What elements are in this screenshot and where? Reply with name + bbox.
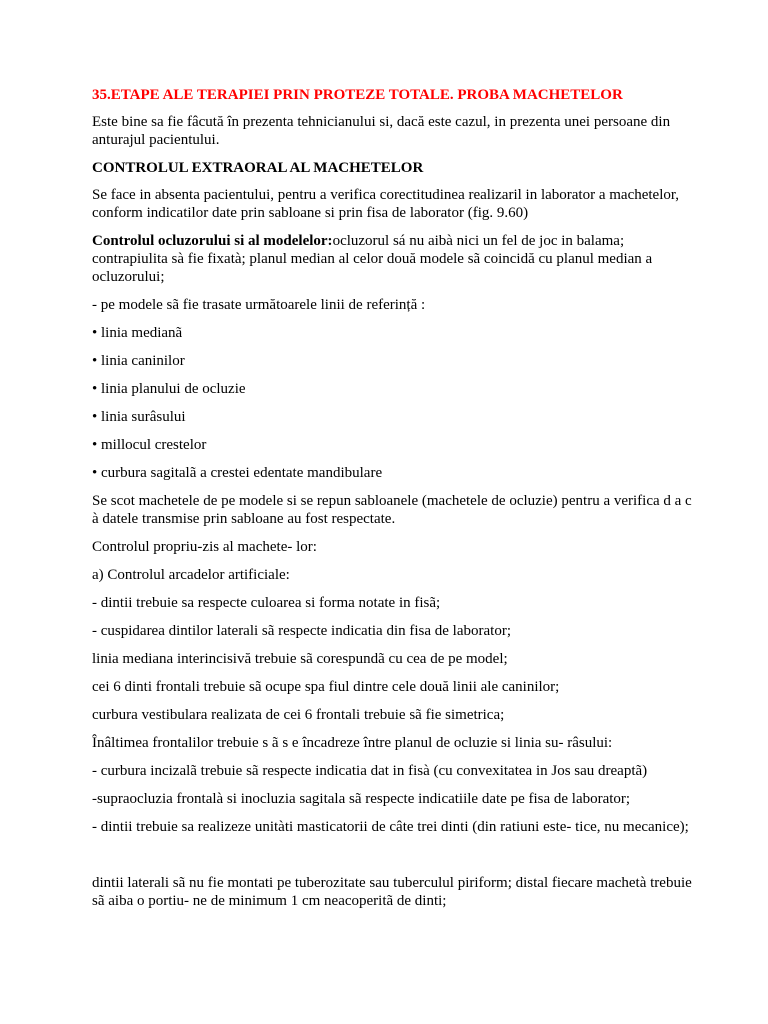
blank-spacer (92, 846, 692, 874)
check-item: -supraocluzia frontalà si inocluzia sagitala sã respecte indicatiile date pe fisa de laborator; (92, 791, 631, 807)
control-proper-paragraph: Controlul propriu-zis al machete- lor: (92, 539, 317, 555)
final-paragraph: dintii laterali sã nu fie montati pe tuberozitate sau tuberculul piriform; distal fiecare machetà trebuie sã aiba o portiu- ne de minimum 1 cm neacoperitã de dinti; (92, 875, 692, 909)
reference-line-item: • curbura sagitalã a crestei edentate mandibulare (92, 465, 383, 481)
check-item: linia mediana interincisivă trebuie sã corespundã cu cea de pe model; (92, 651, 508, 667)
remove-paragraph: Se scot machetele de pe modele si se repun sabloanele (machetele de ocluzie) pentru a verifica d a c à datele transmise prin sabloane au fost respectate. (92, 493, 692, 527)
reference-line-item: • linia planului de ocluzie (92, 381, 246, 397)
arcade-heading: a) Controlul arcadelor artificiale: (92, 567, 290, 583)
check-item: cei 6 dinti frontali trebuie sã ocupe spa fiul dintre cele două linii ale caninilor; (92, 679, 560, 695)
document-page (92, 86, 692, 920)
control-text: ocluzorul sá nu aibà nici un fel de joc in balama; contrapiulita sà fie fixatà; planul median al celor două modele sã coincidă cu planul median a ocluzorului; (92, 233, 653, 285)
document-title: 35.ETAPE ALE TERAPIEI PRIN PROTEZE TOTALE. PROBA MACHETELOR (92, 87, 623, 103)
check-item: - dintii trebuie sa realizeze unitàti masticatorii de câte trei dinti (din ratiuni este- tice, nu mecanice); (92, 819, 689, 835)
intro-paragraph: Este bine sa fie fâcută în prezenta tehnicianului si, dacă este cazul, in prezenta unei persoane din anturajul pacientului. (92, 114, 671, 148)
control-bold-label: Controlul ocluzorului si al modelelor: (92, 233, 333, 249)
reference-line-item: • millocul crestelor (92, 437, 207, 453)
check-item: curbura vestibulara realizata de cei 6 frontali trebuie sã fie simetrica; (92, 707, 505, 723)
reference-line-item: • linia caninilor (92, 353, 185, 369)
check-item: - curbura incizalã trebuie sã respecte indicatia dat in fisà (cu convexitatea in Jos sau dreaptã) (92, 763, 648, 779)
check-item: - cuspidarea dintilor laterali sã respecte indicatia din fisa de laborator; (92, 623, 511, 639)
control-paragraph (92, 232, 692, 286)
section-heading: CONTROLUL EXTRAORAL AL MACHETELOR (92, 160, 424, 176)
reference-line-item: • linia medianã (92, 325, 183, 341)
section-intro-paragraph: Se face in absenta pacientului, pentru a verifica corectitudinea realizaril in laborator a machetelor, conform indicatilor date prin sabloane si prin fisa de laborator (fig. 9.60) (92, 187, 680, 221)
check-item: - dintii trebuie sa respecte culoarea si forma notate in fisã; (92, 595, 441, 611)
reference-lines-intro: - pe modele sã fie trasate următoarele linii de referință : (92, 297, 426, 313)
reference-line-item: • linia surâsului (92, 409, 186, 425)
check-item: Înâltimea frontalilor trebuie s ã s e încadreze între planul de ocluzie si linia su- râsului: (92, 735, 613, 751)
